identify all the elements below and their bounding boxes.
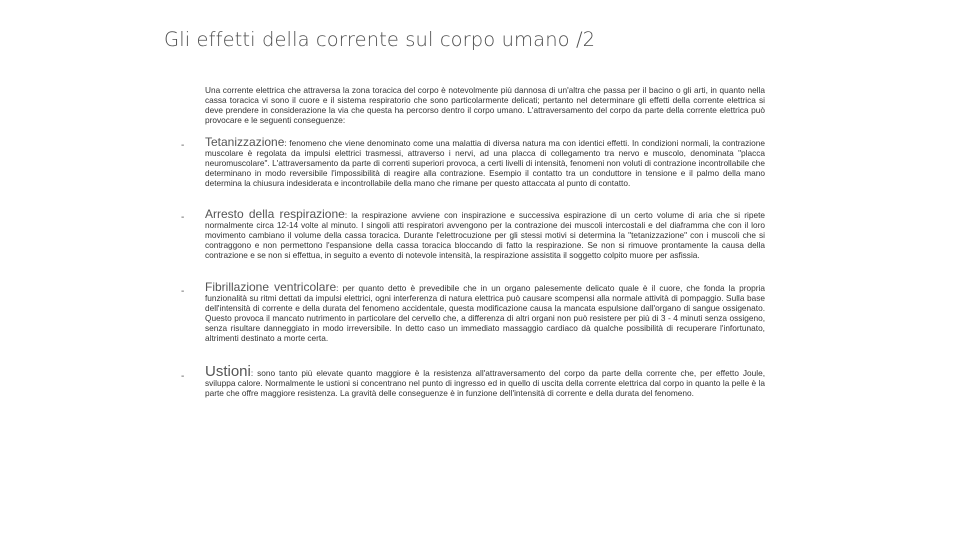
- list-item-description: : per quanto detto è prevedibile che in un organo palesemente delicato quale è il cuore, che fonda la propria funzionalità su ritmi dettati da impulsi elettrici, ogni interferenza di natura elettrica può causare scompensi alla normale attività di pompaggio. Sulla base dell'intensità di corrente e della durata del fenomeno accidentale, questa modificazione causa la mancata espulsione dall'organo di sangue ossigenato. Questo provoca il mancato nutrimento in particolare del cervello che, a differenza di altri organi non può resistere per più di 3 - 4 minuti senza ossigeno, senza risultare danneggiato in modo irreversibile. In detto caso un immediato massaggio cardiaco dà qualche possibilità di recuperare l'infortunato, altrimenti destinato a morte certa.: [205, 283, 765, 343]
- list-bullet: -: [181, 140, 185, 151]
- list-item-term: Fibrillazione ventricolare: [205, 280, 337, 294]
- list-item-text: [205, 280, 765, 343]
- list-item-term: Arresto della respirazione: [205, 207, 345, 221]
- list-bullet: -: [181, 371, 185, 382]
- intro-paragraph: Una corrente elettrica che attraversa la zona toracica del corpo è notevolmente più dannosa di un'altra che passa per il bacino o gli arti, in quanto nella cassa toracica vi sono il cuore e il sistema respiratorio che sono particolarmente delicati; pertanto nel determinare gli effetti della corrente elettrica si deve prendere in considerazione la via che questa ha percorso dentro il corpo umano. L'attraversamento del corpo da parte della corrente elettrica può provocare e le seguenti conseguenze:: [205, 85, 765, 125]
- list-item-description: : la respirazione avviene con inspirazione e successiva espirazione di un certo volume di aria che si ripete normalmente circa 12-14 volte al minuto. I singoli atti respiratori avvengono per la contrazione dei muscoli intercostali e del diaframma che con il loro movimento cambiano il volume della cassa toracica. Durante l'elettrocuzione per gli stessi motivi si determina la "tetanizzazione" con i muscoli che si contraggono e non permettono l'espansione della cassa toracica bloccando di fatto la respirazione. Se non si rimuove prontamente la causa della contrazione e se non si effettua, in seguito a evento di notevole intensità, la respirazione assistita il soggetto colpito muore per asfissia.: [205, 210, 765, 260]
- list-item-term: Ustioni: [205, 363, 251, 380]
- list-item-text: [205, 135, 765, 189]
- list-item-text: [205, 363, 765, 399]
- list-item-text: [205, 207, 765, 261]
- slide-title: Gli effetti della corrente sul corpo umano /2: [164, 28, 596, 51]
- list-item-description: : fenomeno che viene denominato come una malattia di diversa natura ma con identici effetti. In condizioni normali, la contrazione muscolare è regolata da impulsi elettrici trasmessi, attraverso i nervi, ad una placca di collegamento tra nervo e muscolo, denominata "placca neuromuscolare". L'attraversamento da parte di correnti superiori provoca, a certi livelli di intensità, fenomeni non voluti di contrazione incontrollabile che determinano in modo reversibile l'impossibilità di reagire alla contrazione. Esempio il contatto tra un conduttore in tensione e il palmo della mano determina la chiusura indesiderata e incontrollabile della mano che rimane per questo attaccata al punto di contatto.: [205, 138, 765, 188]
- list-item-term: Tetanizzazione: [205, 135, 285, 149]
- list-item-description: : sono tanto più elevate quanto maggiore è la resistenza all'attraversamento del corpo da parte della corrente che, per effetto Joule, sviluppa calore. Normalmente le ustioni si concentrano nel punto di ingresso ed in quello di uscita della corrente elettrica dal corpo in quanto la pelle è la parte che offre maggiore resistenza. La gravità delle conseguenze è in funzione dell'intensità di corrente e della durata del fenomeno.: [205, 368, 765, 398]
- list-bullet: -: [181, 212, 185, 223]
- list-bullet: -: [181, 286, 185, 297]
